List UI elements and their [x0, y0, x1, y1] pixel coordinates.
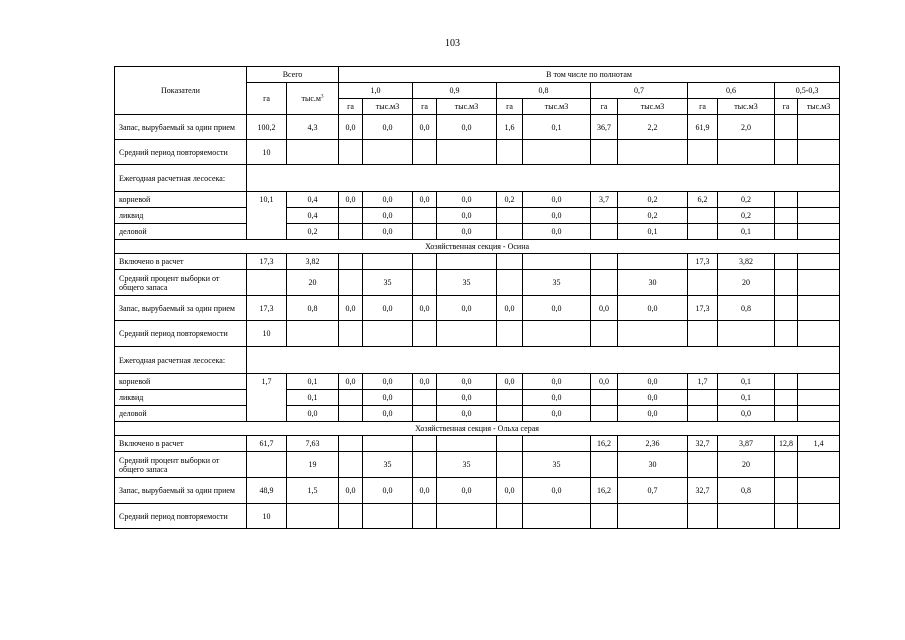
table-cell: 0,0 [437, 224, 497, 240]
table-cell [247, 452, 287, 478]
table-cell [437, 436, 497, 452]
header-volume: тыс.м3 [798, 99, 840, 115]
table-row [115, 296, 840, 321]
table-cell [618, 254, 688, 270]
table-row [115, 115, 840, 140]
table-cell: 0,0 [339, 478, 363, 504]
table-row [115, 224, 840, 240]
table-cell: 0,0 [437, 115, 497, 140]
table-cell: 16,2 [591, 436, 618, 452]
table-row [115, 321, 840, 347]
table-cell [413, 504, 437, 529]
table-cell [497, 406, 523, 422]
table-cell [523, 321, 591, 347]
table-cell [775, 390, 798, 406]
table-cell: 0,0 [339, 374, 363, 390]
table-cell [413, 390, 437, 406]
table-cell [775, 192, 798, 208]
table-cell: 0,0 [339, 115, 363, 140]
table-cell [718, 504, 775, 529]
table-cell: 19 [287, 452, 339, 478]
table-cell [413, 321, 437, 347]
table-cell: 0,1 [718, 374, 775, 390]
table-cell: 0,2 [718, 208, 775, 224]
section-title-osina: Хозяйственная секция - Осина [115, 240, 840, 254]
header-ha: га [497, 99, 523, 115]
table-cell: 61,7 [247, 436, 287, 452]
table-cell: 0,4 [287, 208, 339, 224]
table-cell [497, 208, 523, 224]
row-label: корневой [115, 192, 247, 208]
header-density-4: 0,7 [591, 83, 688, 99]
table-cell [437, 504, 497, 529]
table-cell [413, 224, 437, 240]
table-cell: 10 [247, 140, 287, 165]
table-cell [618, 321, 688, 347]
table-cell [591, 224, 618, 240]
page-number: 103 [445, 38, 460, 49]
header-total-volume: $тыс.м^3$ [287, 83, 339, 115]
table-cell [413, 254, 437, 270]
row-label: деловой [115, 406, 247, 422]
table-cell: 100,2 [247, 115, 287, 140]
header-volume: тыс.м3 [363, 99, 413, 115]
row-label: Ежегодная расчетная лесосека: [115, 347, 247, 374]
header-density-3: 0,8 [497, 83, 591, 99]
table-cell: 1,5 [287, 478, 339, 504]
row-label: Запас, вырубаемый за один прием [115, 296, 247, 321]
table-cell: 1,6 [497, 115, 523, 140]
table-cell: 48,9 [247, 478, 287, 504]
table-cell: 0,0 [618, 406, 688, 422]
section-title-olkha: Хозяйственная секция - Ольха серая [115, 422, 840, 436]
header-density-6: 0,5-0,3 [775, 83, 840, 99]
row-label: Ежегодная расчетная лесосека: [115, 165, 247, 192]
table-cell: 0,0 [523, 296, 591, 321]
table-cell: 20 [718, 452, 775, 478]
row-label: ликвид [115, 390, 247, 406]
table-cell [688, 270, 718, 296]
table-cell: 1,4 [798, 436, 840, 452]
table-cell [287, 321, 339, 347]
row-label: Включено в расчет [115, 436, 247, 452]
table-cell: 0,0 [523, 390, 591, 406]
table-cell: 0,1 [287, 390, 339, 406]
table-cell [497, 504, 523, 529]
table-cell [591, 321, 618, 347]
table-cell: 0,2 [618, 208, 688, 224]
table-cell: 0,0 [413, 296, 437, 321]
table-cell: 0,0 [363, 296, 413, 321]
table-cell: 0,0 [363, 115, 413, 140]
row-label: Запас, вырубаемый за один прием [115, 115, 247, 140]
table-cell: 30 [618, 270, 688, 296]
table-cell: 0,0 [413, 192, 437, 208]
table-cell: 4,3 [287, 115, 339, 140]
table-cell [339, 436, 363, 452]
table-cell [247, 347, 840, 374]
table-cell [591, 504, 618, 529]
row-label: деловой [115, 224, 247, 240]
table-cell: 0,0 [363, 390, 413, 406]
table-cell: 17,3 [688, 254, 718, 270]
table-cell: 32,7 [688, 436, 718, 452]
header-ha: га [339, 99, 363, 115]
table-cell: 0,0 [437, 478, 497, 504]
table-cell [618, 140, 688, 165]
table-cell: 0,0 [437, 296, 497, 321]
table-cell: 35 [363, 270, 413, 296]
table-cell [523, 504, 591, 529]
table-cell [688, 321, 718, 347]
table-cell: 0,0 [363, 208, 413, 224]
table-cell [775, 452, 798, 478]
table-row [115, 254, 840, 270]
table-cell: 3,7 [591, 192, 618, 208]
table-cell: 0,0 [437, 192, 497, 208]
table-cell: 0,0 [523, 374, 591, 390]
table-cell: 16,2 [591, 478, 618, 504]
section-row [115, 422, 840, 436]
table-cell [363, 504, 413, 529]
table-cell [497, 321, 523, 347]
table-cell: 0,2 [618, 192, 688, 208]
table-cell [688, 406, 718, 422]
row-label: Средний процент выборки от общего запаса [115, 270, 247, 296]
table-cell [413, 452, 437, 478]
table-cell [591, 270, 618, 296]
table-cell [339, 270, 363, 296]
table-row [115, 347, 840, 374]
header-density-5: 0,6 [688, 83, 775, 99]
table-cell [798, 224, 840, 240]
table-cell [363, 436, 413, 452]
row-label: Запас, вырубаемый за один прием [115, 478, 247, 504]
table-cell [413, 436, 437, 452]
table-cell: 0,7 [618, 478, 688, 504]
table-cell: 0,0 [339, 296, 363, 321]
table-cell [798, 321, 840, 347]
table-row [115, 270, 840, 296]
table-cell [339, 321, 363, 347]
table-cell: 3,87 [718, 436, 775, 452]
table-cell [798, 270, 840, 296]
table-cell: 0,0 [618, 296, 688, 321]
table-cell: 6,2 [688, 192, 718, 208]
table-cell: 0,0 [591, 374, 618, 390]
table-cell [591, 452, 618, 478]
table-cell: 0,0 [437, 374, 497, 390]
table-cell: 10 [247, 504, 287, 529]
table-cell [339, 254, 363, 270]
table-cell: 0,0 [413, 374, 437, 390]
table-row [115, 452, 840, 478]
table-cell [497, 436, 523, 452]
header-indicators: Показатели [115, 67, 247, 115]
table-cell: 0,1 [718, 224, 775, 240]
table-cell: 0,0 [437, 208, 497, 224]
table-row [115, 390, 840, 406]
table-cell [798, 452, 840, 478]
row-label: Средний период повторяемости [115, 321, 247, 347]
table-cell: 32,7 [688, 478, 718, 504]
table-cell [798, 406, 840, 422]
table-cell [247, 165, 840, 192]
table-cell [339, 390, 363, 406]
table-cell: 17,3 [688, 296, 718, 321]
table-cell [437, 254, 497, 270]
table-cell: 35 [363, 452, 413, 478]
table-cell [523, 254, 591, 270]
table-cell: 0,0 [523, 224, 591, 240]
table-cell [688, 452, 718, 478]
table-row [115, 208, 840, 224]
table-cell [497, 224, 523, 240]
table-cell: 0,0 [287, 406, 339, 422]
table-cell: 3,82 [718, 254, 775, 270]
table-row [115, 478, 840, 504]
table-cell [775, 478, 798, 504]
table-cell: 0,8 [287, 296, 339, 321]
table-cell [413, 140, 437, 165]
table-cell: 0,0 [339, 192, 363, 208]
table-row [115, 140, 840, 165]
table-cell: 0,0 [363, 478, 413, 504]
forest-data-table [114, 66, 840, 529]
table-cell: 0,1 [523, 115, 591, 140]
table-cell: 2,36 [618, 436, 688, 452]
table-cell: 0,0 [413, 115, 437, 140]
table-cell [775, 140, 798, 165]
table-cell [775, 270, 798, 296]
table-cell: 0,0 [437, 406, 497, 422]
table-cell [363, 140, 413, 165]
table-cell: 2,2 [618, 115, 688, 140]
table-cell [798, 478, 840, 504]
table-cell: 0,0 [413, 478, 437, 504]
table-cell [775, 406, 798, 422]
table-cell [798, 504, 840, 529]
table-row [115, 165, 840, 192]
table-cell: 0,1 [618, 224, 688, 240]
table-cell [497, 452, 523, 478]
table-cell [497, 270, 523, 296]
table-cell [775, 254, 798, 270]
table-cell: 20 [718, 270, 775, 296]
header-ha: га [591, 99, 618, 115]
table-cell: 61,9 [688, 115, 718, 140]
table-cell: 10 [247, 321, 287, 347]
table-cell: 0,0 [618, 390, 688, 406]
table-cell [775, 296, 798, 321]
table-cell: 10,1 [247, 192, 287, 240]
table-cell: 0,8 [718, 478, 775, 504]
table-cell [523, 140, 591, 165]
row-label: ликвид [115, 208, 247, 224]
table-cell [798, 192, 840, 208]
table-cell: 0,0 [363, 374, 413, 390]
table-cell [591, 254, 618, 270]
table-cell: 0,0 [363, 192, 413, 208]
table-cell: 0,0 [523, 192, 591, 208]
table-cell [775, 224, 798, 240]
table-cell: 0,0 [363, 406, 413, 422]
table-cell [798, 140, 840, 165]
table-cell [688, 140, 718, 165]
table-cell [363, 321, 413, 347]
table-cell: 1,7 [688, 374, 718, 390]
table-row [115, 406, 840, 422]
table-cell: 0,0 [591, 296, 618, 321]
table-cell [591, 390, 618, 406]
table-row [115, 374, 840, 390]
section-row [115, 240, 840, 254]
table-cell: 0,0 [497, 374, 523, 390]
header-row-1 [115, 67, 840, 83]
table-cell [287, 504, 339, 529]
header-total-ha: га [247, 83, 287, 115]
table-cell: 0,1 [718, 390, 775, 406]
table-cell [798, 296, 840, 321]
table-cell: 0,0 [497, 296, 523, 321]
table-cell [775, 374, 798, 390]
table-cell: 0,0 [523, 478, 591, 504]
table-cell [437, 321, 497, 347]
table-cell: 0,4 [287, 192, 339, 208]
table-cell [591, 208, 618, 224]
table-cell: 12,8 [775, 436, 798, 452]
table-cell: 0,2 [718, 192, 775, 208]
table-cell [523, 436, 591, 452]
table-cell: 35 [437, 270, 497, 296]
header-ha: га [688, 99, 718, 115]
row-label: Средний процент выборки от общего запаса [115, 452, 247, 478]
table-cell [413, 208, 437, 224]
table-cell [798, 254, 840, 270]
table-cell [413, 270, 437, 296]
header-volume: тыс.м3 [523, 99, 591, 115]
table-row [115, 192, 840, 208]
table-cell [798, 374, 840, 390]
table-cell [591, 140, 618, 165]
table-cell: 0,0 [363, 224, 413, 240]
table-cell [798, 208, 840, 224]
table-cell [247, 270, 287, 296]
table-cell: 0,0 [497, 478, 523, 504]
header-volume: тыс.м3 [718, 99, 775, 115]
row-label: Средний период повторяемости [115, 504, 247, 529]
table-cell: 0,0 [523, 208, 591, 224]
table-cell: 17,3 [247, 254, 287, 270]
table-cell: 0,0 [718, 406, 775, 422]
table-cell [775, 504, 798, 529]
table-cell [437, 140, 497, 165]
table-cell [688, 390, 718, 406]
header-total: Всего [247, 67, 339, 83]
table-cell [798, 115, 840, 140]
table-cell [339, 140, 363, 165]
table-cell: 30 [618, 452, 688, 478]
table-cell [339, 224, 363, 240]
header-density-1: 1,0 [339, 83, 413, 99]
header-by-density: В том числе по полнотам [339, 67, 840, 83]
table-cell [497, 390, 523, 406]
table-cell: 0,2 [287, 224, 339, 240]
table-cell [718, 140, 775, 165]
table-cell: 0,0 [523, 406, 591, 422]
table-cell [413, 406, 437, 422]
header-volume: тыс.м3 [437, 99, 497, 115]
table-row [115, 504, 840, 529]
table-cell: 35 [523, 270, 591, 296]
table-cell [591, 406, 618, 422]
header-ha: га [775, 99, 798, 115]
table-cell: 36,7 [591, 115, 618, 140]
table-cell: 7,63 [287, 436, 339, 452]
table-cell [775, 208, 798, 224]
table-cell: 2,0 [718, 115, 775, 140]
table-cell [718, 321, 775, 347]
table-cell [775, 115, 798, 140]
table-cell [775, 321, 798, 347]
row-label: Средний период повторяемости [115, 140, 247, 165]
table-cell: 1,7 [247, 374, 287, 422]
table-cell [497, 254, 523, 270]
header-volume: тыс.м3 [618, 99, 688, 115]
table-cell [497, 140, 523, 165]
table-cell: 17,3 [247, 296, 287, 321]
table-cell [618, 504, 688, 529]
table-cell [339, 208, 363, 224]
table-cell: 0,1 [287, 374, 339, 390]
header-ha: га [413, 99, 437, 115]
table-cell [363, 254, 413, 270]
table-cell: 20 [287, 270, 339, 296]
table-cell [798, 390, 840, 406]
table-cell [339, 406, 363, 422]
table-cell: 35 [437, 452, 497, 478]
table-cell [287, 140, 339, 165]
table-cell: 3,82 [287, 254, 339, 270]
table-cell [688, 504, 718, 529]
table-cell [339, 504, 363, 529]
header-density-2: 0,9 [413, 83, 497, 99]
table-cell: 0,0 [437, 390, 497, 406]
table-cell [339, 452, 363, 478]
table-cell [688, 208, 718, 224]
table-cell [688, 224, 718, 240]
row-label: корневой [115, 374, 247, 390]
table-cell: 35 [523, 452, 591, 478]
row-label: Включено в расчет [115, 254, 247, 270]
table-cell: 0,0 [618, 374, 688, 390]
table-row [115, 436, 840, 452]
table-cell: 0,2 [497, 192, 523, 208]
table-cell: 0,8 [718, 296, 775, 321]
